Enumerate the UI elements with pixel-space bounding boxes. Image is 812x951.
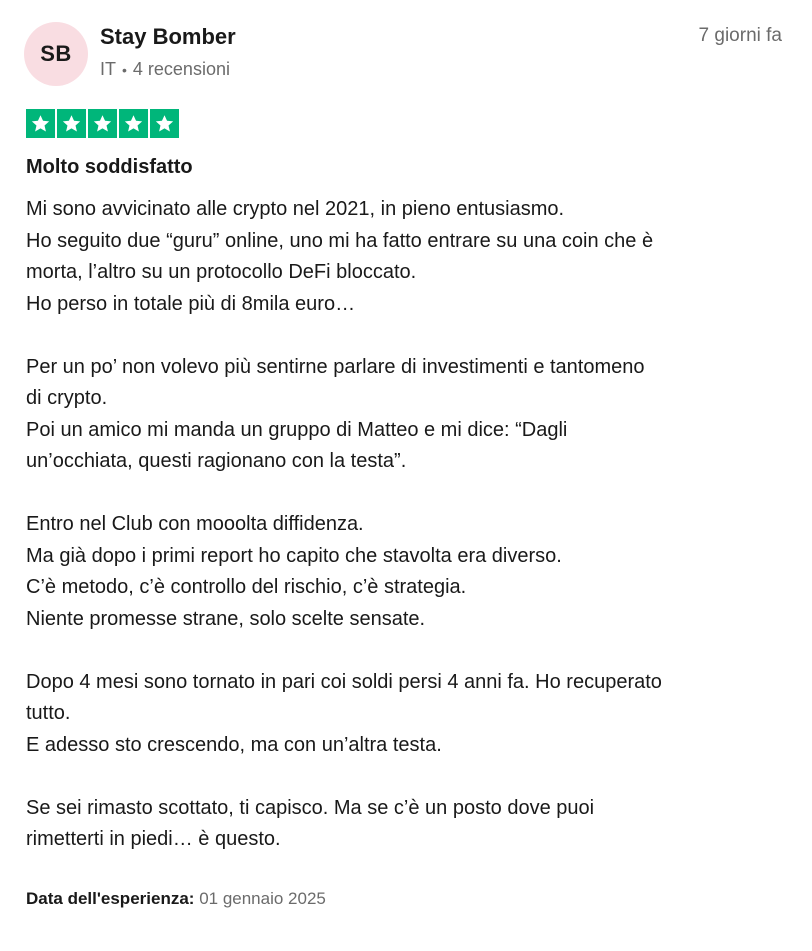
experience-value: 01 gennaio 2025 [199, 889, 326, 908]
experience-label: Data dell'esperienza: [26, 889, 195, 908]
review-body-line: Ma già dopo i primi report ho capito che stavolta era diverso. [26, 544, 562, 567]
review-body [26, 194, 796, 856]
star-icon [119, 109, 148, 138]
review-body-line: Entro nel Club con mooolta diffidenza. [26, 513, 364, 535]
avatar-initials: SB [40, 41, 72, 66]
experience-date [26, 889, 326, 909]
star-rating [26, 109, 179, 138]
star-icon [150, 109, 179, 138]
star-icon [57, 109, 86, 138]
reviewer-meta [100, 59, 230, 80]
meta-separator: • [122, 61, 127, 78]
review-body-line: Dopo 4 mesi sono tornato in pari coi soldi persi 4 anni fa. Ho recuperato [26, 670, 662, 693]
review-body-blank-line [26, 478, 796, 510]
review-body-line: Ho seguito due “guru” online, uno mi ha fatto entrare su una coin che è [26, 229, 654, 252]
review-body-line: Ho perso in totale più di 8mila euro… [26, 292, 356, 315]
review-date: 7 giorni fa [698, 25, 782, 46]
reviewer-review-count: 4 recensioni [132, 59, 230, 79]
reviewer-name[interactable]: Stay Bomber [100, 24, 236, 49]
reviewer-country: IT [100, 59, 116, 79]
avatar[interactable] [24, 22, 88, 86]
review-title[interactable]: Molto soddisfatto [26, 156, 193, 178]
review-body-blank-line [26, 320, 796, 352]
review-body-line: C’è metodo, c’è controllo del rischio, c’è strategia. [26, 576, 467, 598]
review-body-line: Se sei rimasto scottato, ti capisco. Ma se c’è un posto dove puoi [26, 796, 595, 819]
review-body-line: Per un po’ non volevo più sentirne parlare di investimenti e tantomeno [26, 355, 645, 378]
review-body-line: E adesso sto crescendo, ma con un’altra testa. [26, 733, 442, 756]
review-body-line: rimetterti in piedi… è questo. [26, 828, 281, 850]
star-icon [26, 109, 55, 138]
review-body-line: tutto. [26, 702, 71, 724]
review-body-line: morta, l’altro su un protocollo DeFi bloccato. [26, 261, 417, 283]
star-icon [88, 109, 117, 138]
review-body-blank-line [26, 635, 796, 667]
review-body-line: un’occhiata, questi ragionano con la testa”. [26, 450, 407, 472]
review-body-line: di crypto. [26, 387, 108, 409]
review-body-line: Poi un amico mi manda un gruppo di Matteo e mi dice: “Dagli [26, 418, 568, 441]
review-body-line: Mi sono avvicinato alle crypto nel 2021, in pieno entusiasmo. [26, 198, 565, 220]
review-body-blank-line [26, 761, 796, 793]
review-body-line: Niente promesse strane, solo scelte sensate. [26, 607, 426, 630]
